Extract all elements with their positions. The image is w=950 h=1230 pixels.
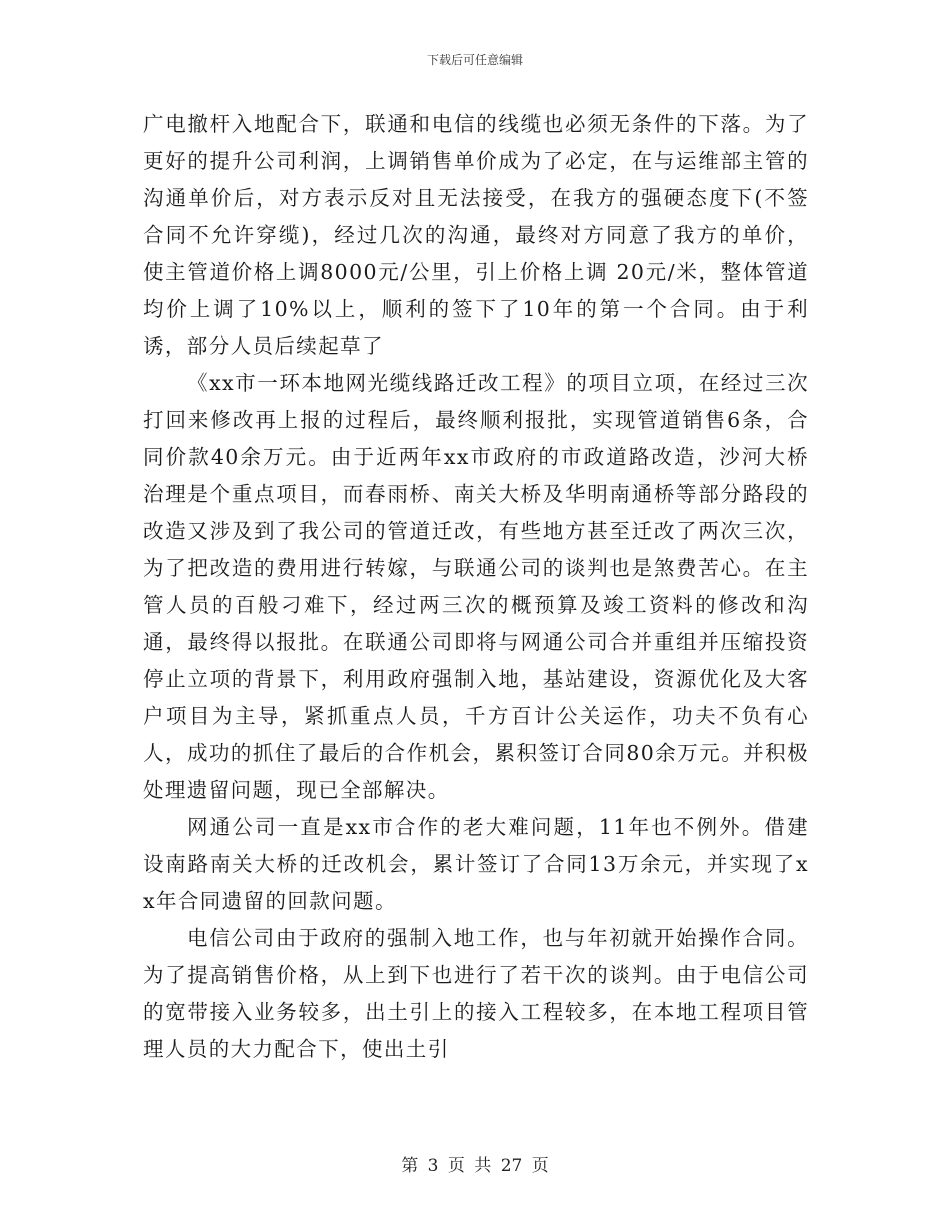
document-body — [143, 106, 809, 1068]
paragraph-1: 广电撤杆入地配合下，联通和电信的线缆也必须无条件的下落。为了更好的提升公司利润，上调销售单价成为了必定，在与运维部主管的沟通单价后，对方表示反对且无法接受，在我方的强硬态度下(不签合同不允许穿缆)，经过几次的沟通，最终对方同意了我方的单价，使主管道价格上调8000元/公里，引上价格上调 20元/米，整体管道均价上调了10%以上，顺利的签下了10年的第一个合同。由于利诱，部分人员后续起草了 — [143, 112, 809, 358]
paragraph-4: 电信公司由于政府的强制入地工作，也与年初就开始操作合同。为了提高销售价格，从上到下也进行了若干次的谈判。由于电信公司的宽带接入业务较多，出土引上的接入工程较多，在本地工程项目管理人员的大力配合下，使出土引 — [143, 926, 809, 1061]
paragraph-3: 网通公司一直是xx市合作的老大难问题，11年也不例外。借建设南路南关大桥的迁改机会，累计签订了合同13万余元，并实现了xx年合同遗留的回款问题。 — [143, 815, 809, 913]
paragraph-2: 《xx市一环本地网光缆线路迁改工程》的项目立项，在经过三次打回来修改再上报的过程后，最终顺利报批，实现管道销售6条，合同价款40余万元。由于近两年xx市政府的市政道路改造，沙河大桥治理是个重点项目，而春雨桥、南关大桥及华明南通桥等部分路段的改造又涉及到了我公司的管道迁改，有些地方甚至迁改了两次三次，为了把改造的费用进行转嫁，与联通公司的谈判也是煞费苦心。在主管人员的百般刁难下，经过两三次的概预算及竣工资料的修改和沟通，最终得以报批。在联通公司即将与网通公司合并重组并压缩投资停止立项的背景下，利用政府强制入地，基站建设，资源优化及大客户项目为主导，紧抓重点人员，千方百计公关运作，功夫不负有心人，成功的抓住了最后的合作机会，累积签订合同80余万元。并积极处理遗留问题，现已全部解决。 — [143, 371, 809, 802]
page-header: 下载后可任意编辑 — [426, 53, 523, 67]
page-footer: 第 3 页 共 27 页 — [401, 1156, 549, 1176]
